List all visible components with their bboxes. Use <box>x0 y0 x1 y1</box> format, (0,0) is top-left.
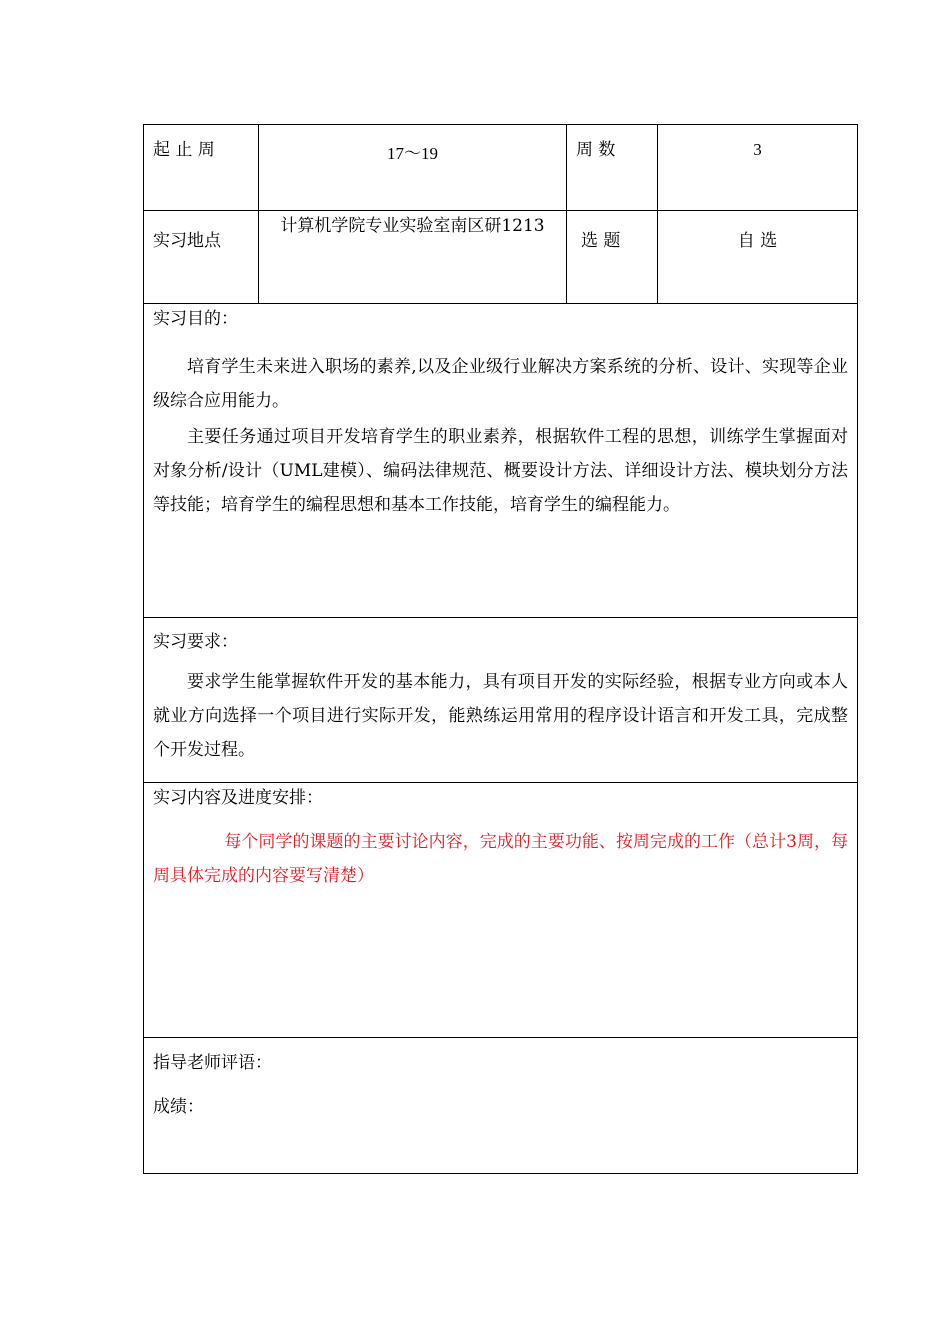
requirements-title: 实习要求： <box>153 632 238 652</box>
location-value: 计算机学院专业实验室南区研1213 <box>280 216 545 236</box>
topic-value-cell <box>658 211 858 304</box>
grade-label: 成绩： <box>153 1097 204 1117</box>
goal-cell <box>144 304 858 618</box>
requirements-cell <box>144 618 858 783</box>
goal-paragraph-2: 主要任务通过项目开发培育学生的职业素养，根据软件工程的思想，训练学生掌握面对对象分析/设计（UML建模）、编码法律规范、概要设计方法、详细设计方法、模块划分方法等技能；培育学生的编程思想和基本工作技能，培育学生的编程能力。 <box>153 427 848 515</box>
period-label-cell <box>144 125 259 211</box>
location-row <box>144 211 858 304</box>
evaluation-cell <box>144 1038 858 1174</box>
requirements-row <box>144 618 858 783</box>
location-value-cell <box>259 211 567 304</box>
internship-form-table <box>143 124 858 1174</box>
evaluation-section <box>144 1038 857 1122</box>
weeks-label-cell <box>567 125 658 211</box>
goal-paragraph-1: 培育学生未来进入职场的素养,以及企业级行业解决方案系统的分析、设计、实现等企业级综合应用能力。 <box>153 357 848 411</box>
period-value-cell <box>259 125 567 211</box>
weeks-label: 周 数 <box>576 140 616 160</box>
goal-section <box>144 304 857 522</box>
content-title: 实习内容及进度安排： <box>153 788 323 808</box>
teacher-comment-label: 指导老师评语： <box>153 1053 272 1073</box>
weeks-value-cell <box>658 125 858 211</box>
period-row <box>144 125 858 211</box>
content-instruction: 每个同学的课题的主要讨论内容，完成的主要功能、按周完成的工作（总计3周，每周具体完成的内容要写清楚） <box>153 832 848 886</box>
location-label: 实习地点 <box>153 231 221 251</box>
topic-label: 选 题 <box>581 231 621 251</box>
requirements-paragraph: 要求学生能掌握软件开发的基本能力，具有项目开发的实际经验，根据专业方向或本人就业方向选择一个项目进行实际开发，能熟练运用常用的程序设计语言和开发工具，完成整个开发过程。 <box>153 672 848 760</box>
period-label: 起 止 周 <box>153 140 215 160</box>
topic-value: 自 选 <box>737 231 778 251</box>
content-section <box>144 783 857 893</box>
period-value: 17～19 <box>387 144 438 163</box>
content-row <box>144 783 858 1038</box>
content-cell <box>144 783 858 1038</box>
goal-title: 实习目的： <box>153 309 238 329</box>
topic-label-cell <box>567 211 658 304</box>
evaluation-row <box>144 1038 858 1174</box>
location-label-cell <box>144 211 259 304</box>
weeks-value: 3 <box>753 140 762 159</box>
goal-row <box>144 304 858 618</box>
requirements-section <box>144 618 857 767</box>
